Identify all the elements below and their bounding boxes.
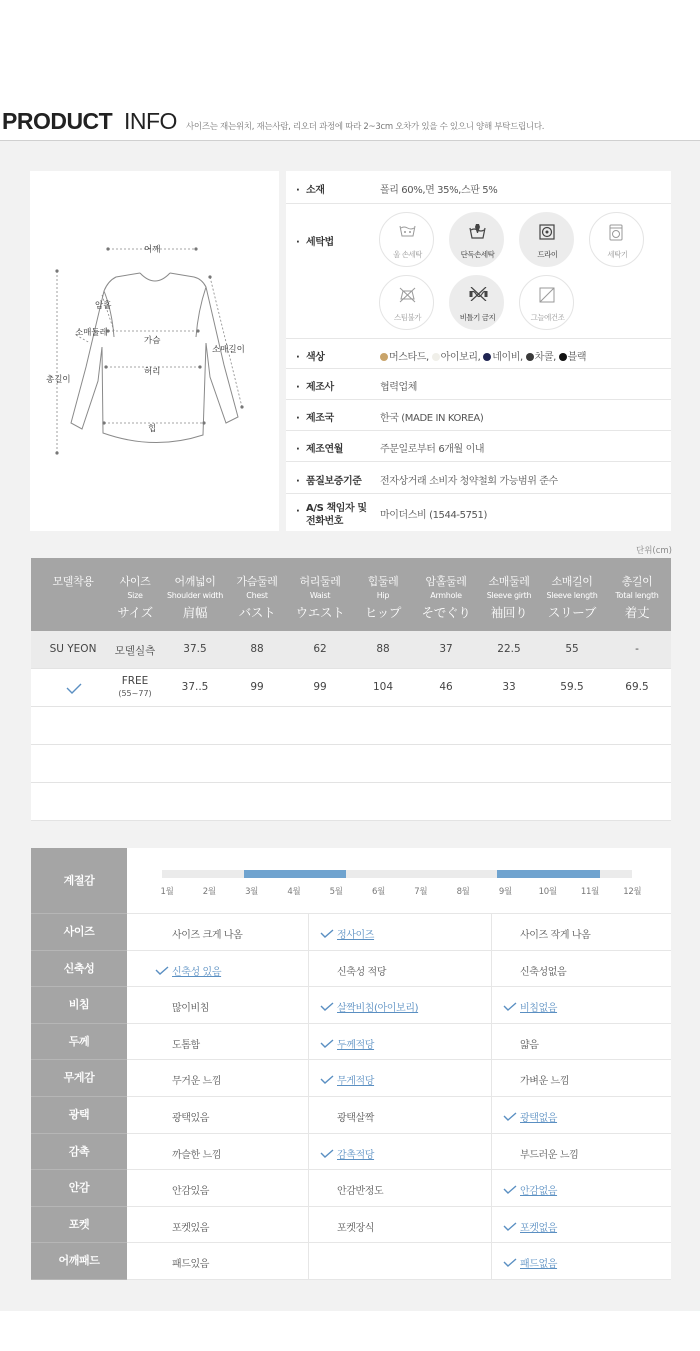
- fit-option: [520, 926, 590, 941]
- check-icon: [320, 1039, 334, 1048]
- fit-row-season: [31, 848, 671, 914]
- fit-option-selected: [320, 1036, 374, 1051]
- check-icon: [503, 1222, 517, 1231]
- fit-option: [337, 963, 386, 978]
- fit-row-label: 두께: [31, 1024, 127, 1061]
- swatch-navy: [483, 353, 491, 361]
- fit-option: [172, 1255, 209, 1270]
- fit-option-text: 신축성없음: [520, 966, 567, 978]
- fit-option-text: 안감반정도: [337, 1186, 384, 1198]
- swatch-mustard: [380, 353, 388, 361]
- col-armhole: 암홀둘레 Armhole そでぐり: [421, 575, 471, 620]
- info-row-country: · 제조국 한국 (MADE IN KOREA): [286, 400, 671, 431]
- fit-option: [520, 1146, 578, 1161]
- washing-machine-icon: 세탁기: [589, 212, 644, 267]
- season-track: [162, 870, 632, 878]
- fit-option-selected: [503, 999, 557, 1014]
- fit-row: [31, 914, 671, 951]
- fit-option: [172, 999, 209, 1014]
- fit-option: [520, 1036, 539, 1051]
- info-row-material: · 소재 폴리 60%,면 35%,스판 5%: [286, 171, 671, 204]
- title-bold: PRODUCT: [2, 108, 113, 134]
- check-icon: [503, 1002, 517, 1011]
- fit-row-label: 어깨패드: [31, 1243, 127, 1280]
- check-icon: [320, 1149, 334, 1158]
- fit-option-text: 신축성 있음: [172, 966, 222, 978]
- fit-option-text: 광택있음: [172, 1113, 210, 1124]
- info-row-maker: · 제조사 협력업체: [286, 369, 671, 400]
- col-total-length: 총길이 Total length 着丈: [615, 575, 659, 620]
- fit-option: [520, 963, 566, 978]
- label-sleeve-length: 소매길이: [212, 345, 245, 355]
- quality-value: 전자상거래 소비자 청약철회 가능범위 준수: [380, 476, 558, 487]
- fit-option-selected: [503, 1182, 557, 1197]
- fit-option: [520, 1072, 569, 1087]
- fit-option: [172, 1219, 209, 1234]
- column-divider: [308, 914, 309, 1280]
- material-label: 소재: [306, 185, 325, 196]
- label-armhole: 암홀: [95, 301, 112, 311]
- dry-clean-icon: 드라이: [519, 212, 574, 267]
- col-waist: 허리둘레 Waist ウエスト: [295, 575, 345, 620]
- month-label: 7월: [414, 887, 428, 897]
- fit-option-selected: [320, 1072, 374, 1087]
- fit-option-text: 무게적당: [337, 1076, 375, 1088]
- no-wring-icon: 비틀기 금지: [449, 275, 504, 330]
- month-label: 9월: [498, 887, 512, 897]
- fit-option-text: 가벼운 느낌: [520, 1076, 570, 1088]
- fit-option-text: 포켓없음: [520, 1222, 558, 1234]
- fit-table: [31, 848, 671, 1280]
- fit-row-label: 신축성: [31, 951, 127, 988]
- fit-option: [337, 1182, 383, 1197]
- fit-option: [172, 1109, 209, 1124]
- label-shoulder: 어깨: [144, 245, 161, 255]
- fit-option-text: 감촉적당: [337, 1149, 375, 1161]
- fit-option-selected: [503, 1109, 557, 1124]
- col-size: 사이즈 Size サイズ: [117, 575, 153, 620]
- table-row-empty: [31, 745, 671, 783]
- fit-option-text: 비침없음: [520, 1003, 558, 1015]
- season-range-bar: [497, 870, 600, 878]
- info-row-as: · A/S 책임자 및 전화번호 마이더스비 (1544-5751): [296, 503, 487, 527]
- fit-option: [172, 1146, 221, 1161]
- fit-option-selected: [320, 926, 374, 941]
- fit-row-label: 비침: [31, 987, 127, 1024]
- fit-option-text: 사이즈 크게 나옴: [172, 930, 243, 941]
- as-value: 마이더스비 (1544-5751): [380, 510, 487, 521]
- maker-value: 협력업체: [380, 382, 418, 393]
- unit-label: 단위(cm): [635, 546, 672, 556]
- garment-diagram: [30, 171, 279, 531]
- color-label: 색상: [306, 352, 325, 363]
- table-row-empty: [31, 707, 671, 745]
- date-value: 주문일로부터 6개월 이내: [380, 444, 485, 455]
- column-divider: [491, 914, 492, 1280]
- swatch-ivory: [432, 353, 440, 361]
- fit-option: [337, 1109, 374, 1124]
- fit-row-label: 광택: [31, 1097, 127, 1134]
- size-note: 사이즈는 재는위치, 재는사람, 리오더 과정에 따라 2~3cm 오차가 있을 수 있으니 양해 부탁드립니다.: [186, 122, 545, 132]
- fit-option: [172, 926, 242, 941]
- month-label: 6월: [371, 887, 386, 897]
- fit-option-selected: [503, 1219, 557, 1234]
- check-icon: [503, 1258, 517, 1267]
- fit-row: [31, 987, 671, 1024]
- col-model: 모델착용: [52, 575, 94, 588]
- fit-option: [337, 1219, 374, 1234]
- fit-option-text: 패드있음: [172, 1259, 210, 1271]
- fit-option-text: 사이즈 작게 나옴: [520, 930, 591, 941]
- fit-option-text: 안감없음: [520, 1186, 558, 1198]
- info-row-quality: · 품질보증기준 전자상거래 소비자 청약철회 가능범위 준수: [286, 462, 671, 494]
- fit-option-text: 포켓있음: [172, 1222, 210, 1234]
- season-range-bar: [244, 870, 347, 878]
- month-label: 2월: [202, 887, 216, 897]
- table-row-model: SU YEON 모델실측 37.5 88 62 88 37 22.5 55 -: [31, 631, 671, 669]
- month-label: 3월: [245, 887, 259, 897]
- fit-option-text: 패드없음: [520, 1259, 558, 1271]
- col-hip: 힙둘레 Hip ヒップ: [364, 575, 402, 620]
- fit-option-text: 광택없음: [520, 1113, 558, 1124]
- label-waist: 허리: [144, 367, 161, 377]
- check-icon: [503, 1112, 517, 1121]
- month-label: 4월: [287, 887, 301, 897]
- label-chest: 가슴: [144, 336, 161, 346]
- month-label: 5월: [329, 887, 343, 897]
- col-chest: 가슴둘레 Chest バスト: [236, 575, 278, 620]
- table-row-free: FREE (55~77) 37..5 99 99 104 46 33 59.5 69.5: [31, 669, 671, 707]
- fit-row: [31, 1060, 671, 1097]
- month-label: 12월: [623, 887, 642, 897]
- check-icon: [155, 966, 169, 975]
- check-icon: [320, 1075, 334, 1084]
- month-label: 8월: [456, 887, 470, 897]
- fit-option-selected: [503, 1255, 557, 1270]
- col-sleeve-girth: 소매둘레 Sleeve girth 袖回り: [486, 575, 532, 620]
- check-icon: [320, 1002, 334, 1011]
- swatch-black: [559, 353, 567, 361]
- size-table-header: [31, 558, 671, 631]
- fit-row: [31, 1243, 671, 1280]
- label-hip: 힙: [148, 424, 157, 434]
- shade-dry-icon: 그늘에건조: [519, 275, 574, 330]
- fit-option: [172, 1036, 200, 1051]
- check-icon: [503, 1185, 517, 1194]
- season-label: 계절감: [31, 848, 127, 914]
- fit-option-text: 무거운 느낌: [172, 1076, 222, 1088]
- hand-wash-icon: 울 손세탁: [379, 212, 434, 267]
- fit-option-text: 포켓장식: [337, 1222, 375, 1234]
- col-sleeve-length: 소매길이 Sleeve length スリーブ: [546, 575, 598, 620]
- fit-row-label: 포켓: [31, 1207, 127, 1244]
- fit-option-text: 정사이즈: [337, 930, 375, 941]
- fit-row-label: 사이즈: [31, 914, 127, 951]
- fit-option: [172, 1182, 209, 1197]
- swatch-charcoal: [526, 353, 534, 361]
- country-value: 한국 (MADE IN KOREA): [380, 413, 484, 424]
- info-row-washing: · 세탁법 울 손세탁 단독손세탁 드라이 세탁기 스팀불가 비틀기 금지 그늘에건조: [286, 204, 671, 339]
- fit-row: [31, 1170, 671, 1207]
- no-steam-icon: 스팀불가: [379, 275, 434, 330]
- label-total-length: 총길이: [46, 375, 71, 385]
- fit-option-text: 살짝비침(아이보리): [337, 1003, 419, 1015]
- col-shoulder: 어깨넓이 Shoulder width 肩幅: [166, 575, 224, 620]
- fit-row: [31, 1097, 671, 1134]
- fit-option-text: 많이비침: [172, 1003, 210, 1015]
- product-info-list: [286, 171, 671, 531]
- fit-row: [31, 1024, 671, 1061]
- fit-option-selected: [155, 963, 221, 978]
- fit-option-text: 안감있음: [172, 1186, 210, 1198]
- solo-hand-wash-icon: 단독손세탁: [449, 212, 504, 267]
- info-row-color: · 색상 머스타드, 아이보리, 네이비, 차콜, 블랙: [286, 339, 671, 369]
- fit-option-text: 까슬한 느낌: [172, 1149, 222, 1161]
- fit-option-text: 광택살짝: [337, 1113, 375, 1124]
- fit-option-text: 부드러운 느낌: [520, 1149, 579, 1161]
- month-label: 10월: [538, 887, 557, 897]
- check-icon: [66, 683, 82, 694]
- fit-row-label: 무게감: [31, 1060, 127, 1097]
- check-icon: [320, 929, 334, 938]
- fit-row: [31, 951, 671, 988]
- fit-option-text: 신축성 적당: [337, 966, 387, 978]
- material-value: 폴리 60%,면 35%,스판 5%: [380, 185, 498, 196]
- fit-row-label: 감촉: [31, 1134, 127, 1171]
- washing-label: 세탁법: [306, 237, 334, 248]
- fit-option-text: 도톰함: [172, 1039, 200, 1051]
- fit-row: [31, 1134, 671, 1171]
- month-label: 11월: [580, 887, 600, 897]
- fit-row: [31, 1207, 671, 1244]
- table-row-empty: [31, 783, 671, 821]
- section-header: [0, 108, 700, 134]
- fit-option-selected: [320, 999, 418, 1014]
- fit-option-selected: [320, 1146, 374, 1161]
- info-row-date: · 제조연월 주문일로부터 6개월 이내: [286, 431, 671, 462]
- fit-option-text: 얇음: [520, 1039, 539, 1051]
- fit-option-text: 두께적당: [337, 1039, 375, 1051]
- title-light: INFO: [124, 108, 177, 134]
- label-sleeve-girth: 소매둘레: [75, 328, 108, 338]
- fit-option: [172, 1072, 221, 1087]
- month-label: 1월: [160, 887, 174, 897]
- fit-row-label: 안감: [31, 1170, 127, 1207]
- color-list: 머스타드, 아이보리, 네이비, 차콜, 블랙: [380, 348, 586, 363]
